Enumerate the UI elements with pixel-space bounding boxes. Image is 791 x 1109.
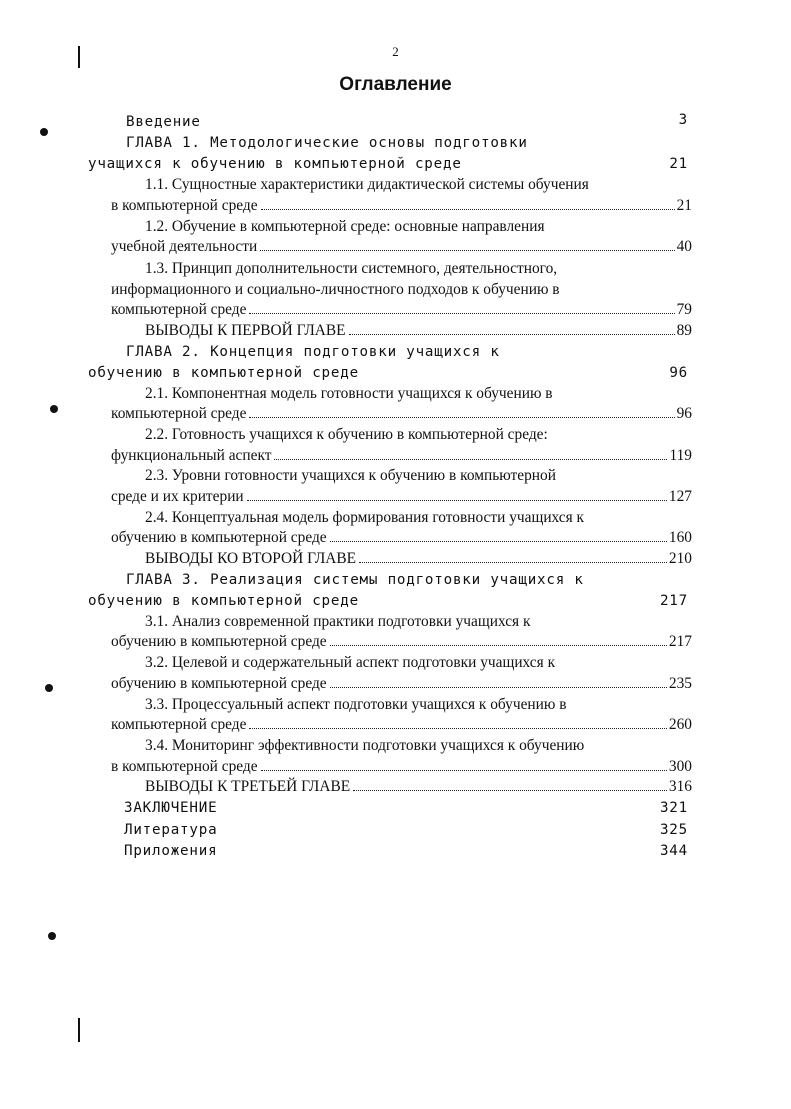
toc-section-3-3-page: 260: [668, 716, 692, 733]
toc-section-2-1: 2.1. Компонентная модель готовности учащихся к обучению в: [145, 385, 553, 402]
toc-section-3-2-page: 235: [668, 675, 692, 692]
toc-section-3-3: 3.3. Процессуальный аспект подготовки учащихся к обучению в: [145, 696, 567, 713]
toc-chapter-1-page: 21: [669, 156, 688, 172]
toc-section-2-3-entry: среде и их критерии 127: [111, 488, 692, 505]
toc-section-1-1-entry: в компьютерной среде 21: [111, 197, 692, 214]
margin-line-bottom: [78, 1018, 80, 1042]
toc-appendix-label: Приложения: [124, 843, 218, 859]
toc-section-1-2-page: 40: [676, 238, 692, 255]
toc-literature-label: Литература: [124, 822, 218, 838]
punch-hole-mark: [50, 405, 58, 413]
toc-chapter-1-title-cont: учащихся к обучению в компьютерной среде: [88, 156, 462, 172]
toc-section-1-2-entry: учебной деятельности 40: [111, 238, 692, 255]
toc-section-2-1-entry: компьютерной среде 96: [111, 405, 692, 422]
toc-section-2-3: 2.3. Уровни готовности учащихся к обучению в компьютерной: [145, 467, 556, 484]
toc-section-3-4: 3.4. Мониторинг эффективности подготовки учащихся к обучению: [145, 737, 585, 754]
page-number: 2: [392, 44, 399, 59]
toc-chapter-3-page: 217: [659, 593, 688, 609]
toc-section-1-3-entry: компьютерной среде 79: [111, 301, 692, 318]
toc-conclusion-page: 321: [659, 800, 688, 816]
toc-intro-label: Введение: [126, 114, 201, 130]
punch-hole-mark: [45, 684, 53, 692]
toc-chapter-1-conclusions-page: 89: [676, 322, 692, 339]
toc-chapter-2-page: 96: [669, 365, 688, 381]
toc-section-1-1-page: 21: [676, 197, 692, 214]
toc-section-2-2: 2.2. Готовность учащихся к обучению в компьютерной среде:: [145, 426, 548, 443]
toc-intro-page: 3: [678, 112, 688, 128]
toc-section-1-3: 1.3. Принцип дополнительности системного, деятельностного,: [145, 260, 558, 277]
toc-chapter-3-title-cont: обучению в компьютерной среде: [88, 593, 359, 609]
toc-section-2-2-entry: функциональный аспект 119: [111, 447, 692, 464]
toc-section-3-1-page: 217: [668, 633, 692, 650]
toc-section-3-2: 3.2. Целевой и содержательный аспект подготовки учащихся к: [145, 654, 556, 671]
toc-section-2-4-page: 160: [668, 529, 692, 546]
punch-hole-mark: [48, 932, 56, 940]
toc-chapter-3-conclusions-page: 316: [668, 778, 692, 795]
toc-section-1-3-cont: информационного и социально-личностного подходов к обучению в: [111, 281, 560, 298]
toc-chapter-2-title: ГЛАВА 2. Концепция подготовки учащихся к: [126, 344, 500, 360]
punch-hole-mark: [40, 128, 48, 136]
toc-chapter-2-conclusions-page: 210: [668, 550, 692, 567]
toc-chapter-3-conclusions: ВЫВОДЫ К ТРЕТЬЕЙ ГЛАВЕ 316: [145, 778, 692, 795]
toc-section-2-3-page: 127: [668, 488, 692, 505]
toc-section-3-4-page: 300: [668, 758, 692, 775]
toc-section-3-3-entry: компьютерной среде 260: [111, 716, 692, 733]
toc-section-1-3-page: 79: [676, 301, 692, 318]
toc-section-2-2-page: 119: [669, 447, 692, 464]
toc-section-3-2-entry: обучению в компьютерной среде 235: [111, 675, 692, 692]
toc-section-3-4-entry: в компьютерной среде 300: [111, 758, 692, 775]
toc-chapter-1-title: ГЛАВА 1. Методологические основы подготовки: [126, 135, 528, 151]
toc-section-2-1-page: 96: [676, 405, 692, 422]
toc-section-3-1: 3.1. Анализ современной практики подготовки учащихся к: [145, 613, 531, 630]
toc-appendix-page: 344: [659, 843, 688, 859]
toc-conclusion-label: ЗАКЛЮЧЕНИЕ: [124, 800, 218, 816]
toc-section-3-1-entry: обучению в компьютерной среде 217: [111, 633, 692, 650]
toc-section-2-4-entry: обучению в компьютерной среде 160: [111, 529, 692, 546]
page-title: Оглавление: [339, 74, 452, 95]
toc-chapter-2-title-cont: обучению в компьютерной среде: [88, 365, 359, 381]
toc-section-2-4: 2.4. Концептуальная модель формирования готовности учащихся к: [145, 509, 585, 526]
toc-chapter-1-conclusions: ВЫВОДЫ К ПЕРВОЙ ГЛАВЕ 89: [145, 322, 692, 339]
toc-literature-page: 325: [659, 822, 688, 838]
toc-section-1-2: 1.2. Обучение в компьютерной среде: основные направления: [145, 218, 545, 235]
toc-section-1-1: 1.1. Сущностные характеристики дидактической системы обучения: [145, 176, 589, 193]
toc-chapter-3-title: ГЛАВА 3. Реализация системы подготовки учащихся к: [126, 572, 584, 588]
toc-chapter-2-conclusions: ВЫВОДЫ КО ВТОРОЙ ГЛАВЕ 210: [145, 550, 692, 567]
